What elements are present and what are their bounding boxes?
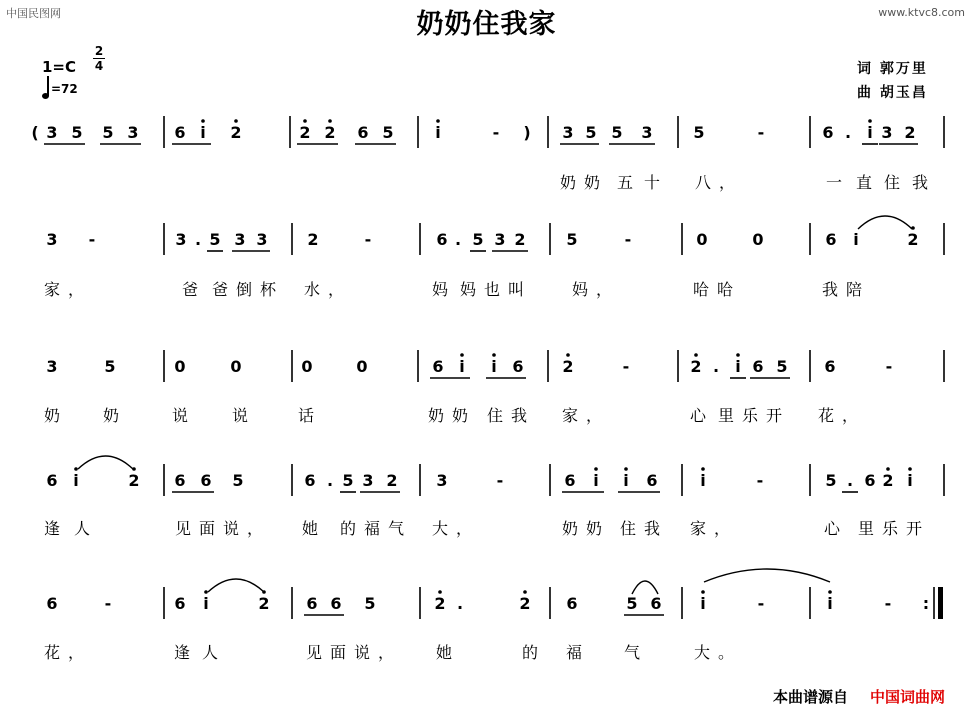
jianpu-note: 6 (436, 230, 448, 249)
jianpu-note: 2 (324, 123, 336, 142)
score-row-4 (44, 456, 944, 538)
jianpu-note: 6 (46, 594, 58, 613)
lyric-word: 十 (644, 173, 669, 192)
jianpu-note: 5 (232, 471, 244, 490)
lyric-word: 说 (232, 406, 257, 425)
octave-dot (201, 119, 205, 123)
lyric-word: 爸倒杯 (212, 280, 285, 299)
octave-dot (328, 119, 332, 123)
lyric-word: 心 (690, 406, 715, 425)
lyric-word: 的 (522, 643, 547, 662)
jianpu-note: 6 (357, 123, 369, 142)
jianpu-note: 5 (693, 123, 705, 142)
jianpu-note: i (200, 123, 206, 142)
lyric-word: 心 (824, 519, 849, 538)
jianpu-note: 5 (776, 357, 788, 376)
jianpu-note: 0 (752, 230, 764, 249)
score-row-3 (44, 350, 944, 425)
jianpu-note: i (491, 357, 497, 376)
jianpu-note: . (454, 230, 462, 249)
lyric-word: 奶奶 (562, 519, 611, 538)
lyric-word: 逢 (174, 643, 199, 662)
jianpu-note: 5 (209, 230, 221, 249)
jianpu-note: 6 (512, 357, 524, 376)
lyric-word: 家， (690, 519, 739, 538)
jianpu-note: 2 (907, 230, 919, 249)
lyric-word: 她 (436, 643, 461, 662)
lyric-word: 她 (302, 519, 327, 538)
jianpu-note: 6 (174, 594, 186, 613)
source-credit (773, 686, 945, 707)
jianpu-note: 3 (234, 230, 246, 249)
jianpu-note: 5 (626, 594, 638, 613)
jianpu-note: 5 (585, 123, 597, 142)
score-row-1 (31, 116, 944, 192)
octave-dot (460, 353, 464, 357)
slur (78, 456, 133, 469)
jianpu-note: 6 (752, 357, 764, 376)
tempo-value: =72 (51, 82, 78, 96)
lyric-word: 逢 (44, 519, 69, 538)
jianpu-note: 6 (174, 123, 186, 142)
octave-dot (886, 467, 890, 471)
jianpu-note: 5 (71, 123, 83, 142)
lyric-word: 家， (44, 280, 93, 299)
jianpu-note: i (459, 357, 465, 376)
jianpu-note: 6 (174, 471, 186, 490)
jianpu-note: . (712, 357, 720, 376)
jianpu-note: 2 (519, 594, 531, 613)
octave-dot (908, 467, 912, 471)
jianpu-note: 6 (566, 594, 578, 613)
jianpu-note: 0 (356, 357, 368, 376)
octave-dot (701, 590, 705, 594)
lyricist-credit: 词 郭万里 (857, 61, 928, 77)
jianpu-note: i (867, 123, 873, 142)
jianpu-note: 3 (494, 230, 506, 249)
jianpu-note: 3 (256, 230, 268, 249)
lyric-word: 见面说， (175, 519, 272, 538)
jianpu-note: 3 (46, 123, 58, 142)
jianpu-note: 6 (432, 357, 444, 376)
lyric-word: 花， (44, 643, 93, 662)
jianpu-note: ) (523, 123, 531, 142)
jianpu-note: . (194, 230, 202, 249)
octave-dot (74, 467, 78, 471)
jianpu-note: 3 (562, 123, 574, 142)
octave-dot (594, 467, 598, 471)
jianpu-note: i (735, 357, 741, 376)
lyric-word: 奶奶 (560, 173, 609, 192)
jianpu-note: 2 (562, 357, 574, 376)
jianpu-note: 6 (824, 357, 836, 376)
jianpu-note: 3 (175, 230, 187, 249)
jianpu-note: i (907, 471, 913, 490)
lyric-word: 住我 (487, 406, 536, 425)
jianpu-note: 0 (230, 357, 242, 376)
lyric-word: 气 (624, 643, 649, 662)
jianpu-note: 3 (127, 123, 139, 142)
lyric-word: 里乐开 (858, 519, 931, 538)
octave-dot (303, 119, 307, 123)
lyric-word: 大， (432, 519, 481, 538)
lyric-word: 住我 (620, 519, 669, 538)
jianpu-note: 2 (307, 230, 319, 249)
jianpu-note: 6 (646, 471, 658, 490)
lyric-word: 哈哈 (693, 280, 742, 299)
jianpu-note: 6 (822, 123, 834, 142)
octave-dot (701, 467, 705, 471)
jianpu-note: 2 (258, 594, 270, 613)
octave-dot (868, 119, 872, 123)
jianpu-note: . (844, 123, 852, 142)
jianpu-note: 6 (564, 471, 576, 490)
lyric-word: 我 (912, 173, 937, 192)
jianpu-note: - (104, 594, 112, 613)
jianpu-note: - (364, 230, 372, 249)
jianpu-note: - (492, 123, 500, 142)
lyric-word: 直 (856, 173, 881, 192)
jianpu-note: 6 (304, 471, 316, 490)
lyric-word: 住 (884, 173, 909, 192)
slur (208, 579, 264, 592)
jianpu-note: . (846, 471, 854, 490)
key-signature: 1=C (42, 58, 77, 76)
jianpu-note: - (757, 123, 765, 142)
jianpu-note: 2 (514, 230, 526, 249)
lyric-word: 一 (826, 173, 851, 192)
jianpu-note: i (827, 594, 833, 613)
octave-dot (624, 467, 628, 471)
jianpu-note: i (73, 471, 79, 490)
jianpu-note: i (853, 230, 859, 249)
composer-credit: 曲 胡玉昌 (857, 85, 928, 101)
jianpu-note: 0 (174, 357, 186, 376)
jianpu-note: 3 (881, 123, 893, 142)
jianpu-note: 6 (306, 594, 318, 613)
jianpu-note: ( (31, 123, 39, 142)
jianpu-note: 6 (46, 471, 58, 490)
jianpu-note: 6 (330, 594, 342, 613)
lyric-word: 里乐开 (718, 406, 791, 425)
jianpu-note: . (326, 471, 334, 490)
jianpu-note: 5 (611, 123, 623, 142)
lyric-word: 说 (172, 406, 197, 425)
jianpu-note: 2 (299, 123, 311, 142)
jianpu-note: i (700, 471, 706, 490)
jianpu-note: - (757, 594, 765, 613)
slur (858, 216, 912, 229)
jianpu-note: 3 (46, 357, 58, 376)
jianpu-note: : (922, 594, 930, 613)
octave-dot (736, 353, 740, 357)
jianpu-note: - (622, 357, 630, 376)
score-row-2 (44, 216, 944, 299)
jianpu-note: 6 (825, 230, 837, 249)
lyric-word: 八， (695, 173, 744, 192)
jianpu-note: i (623, 471, 629, 490)
octave-dot (436, 119, 440, 123)
jianpu-note: i (700, 594, 706, 613)
lyric-word: 妈 (432, 280, 457, 299)
jianpu-note: 2 (230, 123, 242, 142)
jianpu-note: - (884, 594, 892, 613)
octave-dot (438, 590, 442, 594)
octave-dot (566, 353, 570, 357)
lyric-word: 奶 (103, 406, 128, 425)
jianpu-note: i (593, 471, 599, 490)
lyric-word: 水， (304, 280, 353, 299)
octave-dot (523, 590, 527, 594)
octave-dot (828, 590, 832, 594)
jianpu-note: 2 (690, 357, 702, 376)
lyric-word: 人 (202, 643, 227, 662)
jianpu-note: 3 (436, 471, 448, 490)
lyric-word: 爸 (182, 280, 207, 299)
jianpu-note: 2 (904, 123, 916, 142)
jianpu-note: 2 (434, 594, 446, 613)
lyric-word: 妈也叫 (460, 280, 533, 299)
jianpu-note: 0 (301, 357, 313, 376)
slur (632, 581, 658, 594)
lyric-word: 的福气 (340, 519, 413, 538)
lyric-word: 我陪 (822, 280, 871, 299)
jianpu-note: 3 (46, 230, 58, 249)
lyric-word: 人 (74, 519, 99, 538)
lyric-word: 五 (617, 173, 642, 192)
jianpu-note: - (88, 230, 96, 249)
jianpu-note: - (496, 471, 504, 490)
final-barline-thick (938, 587, 943, 619)
jianpu-note: 6 (200, 471, 212, 490)
lyric-word: 奶 (44, 406, 69, 425)
source-site: 中国词曲网 (869, 688, 945, 706)
octave-dot (234, 119, 238, 123)
watermark-left: 中国民图网 (6, 7, 61, 20)
octave-dot (492, 353, 496, 357)
jianpu-note: . (456, 594, 464, 613)
lyric-word: 家， (562, 406, 611, 425)
lyric-word: 妈， (572, 280, 621, 299)
jianpu-note: 5 (825, 471, 837, 490)
slur (704, 569, 830, 582)
jianpu-note: 2 (386, 471, 398, 490)
lyric-word: 花， (818, 406, 867, 425)
time-signature-bottom: 4 (94, 59, 104, 73)
jianpu-note: 5 (382, 123, 394, 142)
jianpu-note: 5 (566, 230, 578, 249)
jianpu-note: - (756, 471, 764, 490)
lyric-word: 见面说， (306, 643, 403, 662)
jianpu-note: 6 (864, 471, 876, 490)
jianpu-note: 5 (342, 471, 354, 490)
jianpu-note: 3 (641, 123, 653, 142)
score-row-5 (44, 569, 929, 662)
jianpu-note: 5 (364, 594, 376, 613)
octave-dot (694, 353, 698, 357)
jianpu-note: - (885, 357, 893, 376)
lyric-word: 福 (566, 643, 591, 662)
jianpu-note: 5 (472, 230, 484, 249)
source-label: 本曲谱源自 (772, 688, 848, 706)
jianpu-note: 5 (104, 357, 116, 376)
jianpu-note: 2 (882, 471, 894, 490)
song-title: 奶奶住我家 (416, 9, 557, 40)
jianpu-note: i (203, 594, 209, 613)
jianpu-note: 6 (650, 594, 662, 613)
jianpu-note: i (435, 123, 441, 142)
jianpu-note: 2 (128, 471, 140, 490)
lyric-word: 大。 (694, 643, 743, 662)
jianpu-note: 5 (102, 123, 114, 142)
octave-dot (204, 590, 208, 594)
lyric-word: 话 (298, 406, 323, 425)
jianpu-note: - (624, 230, 632, 249)
time-signature-top: 2 (94, 44, 104, 58)
lyric-word: 奶奶 (428, 406, 477, 425)
jianpu-note: 0 (696, 230, 708, 249)
jianpu-note: 3 (362, 471, 374, 490)
watermark-right: www.ktvc8.com (878, 6, 965, 19)
